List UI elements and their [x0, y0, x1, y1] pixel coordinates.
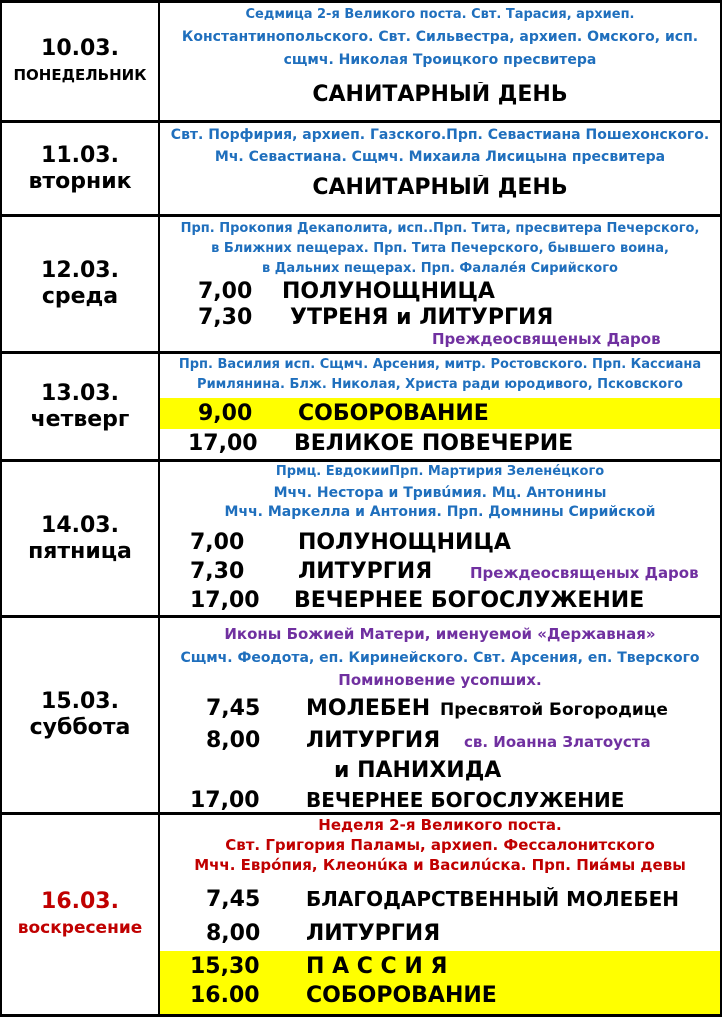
service-row: [206, 728, 720, 753]
day-row: [0, 120, 722, 217]
service-row: [190, 788, 720, 813]
service-title: ПОЛУНОЩНИЦА: [282, 279, 495, 304]
saints-line: Мч. Севастиана. Сщмч. Михаила Лисицына пресвитера: [214, 149, 666, 165]
day-weekday: четверг: [30, 406, 130, 432]
saints-line: Поминовение усопших.: [338, 671, 542, 689]
service-time: 7,45: [206, 887, 261, 912]
date-cell: [2, 217, 160, 351]
service-row: [190, 951, 720, 983]
saints-line: Прп. Прокопия Декаполита, исп..Прп. Тита, пресвитера Печерского,: [180, 221, 700, 236]
service-title: СОБОРОВАНИЕ: [298, 401, 489, 426]
saints-line: Неделя 2-я Великого поста.: [318, 816, 562, 834]
day-row: [0, 615, 722, 815]
service-row: [190, 559, 720, 584]
service-title: ЛИТУРГИЯ: [306, 921, 441, 946]
day-weekday: вторник: [28, 168, 132, 194]
day-date: 13.03.: [41, 380, 119, 406]
saints-line: сщмч. Николая Троицкого пресвитера: [283, 52, 597, 68]
service-title: ВЕЛИКОЕ ПОВЕЧЕРИЕ: [294, 431, 574, 456]
saints-line: в Ближних пещерах. Прп. Тита Печерского, бывшего воина,: [211, 241, 669, 256]
service-row: [198, 305, 720, 330]
service-row: [190, 983, 720, 1013]
day-content: [160, 462, 720, 615]
service-title: ПОЛУНОЩНИЦА: [298, 530, 511, 555]
saints-line: Мчч. Еврóпия, Клеонúка и Василúска. Прп. Пиáмы девы: [194, 856, 686, 874]
saints-line: Константинопольского. Свт. Сильвестра, архиеп. Омского, исп.: [181, 29, 699, 45]
day-row: [0, 351, 722, 462]
day-weekday: пятница: [28, 538, 132, 564]
date-cell: [2, 618, 160, 812]
day-row: [0, 0, 722, 123]
service-time: 7,30: [198, 305, 253, 330]
day-weekday: суббота: [29, 715, 131, 740]
service-title: ЛИТУРГИЯ: [306, 728, 441, 753]
day-content: [160, 3, 720, 120]
day-content: [160, 354, 720, 459]
saints-line: Прмц. ЕвдокииПрп. Мартирия Зеленéцкого: [275, 464, 605, 479]
service-time: 16.00: [190, 983, 260, 1008]
service-row: [206, 887, 720, 912]
service-row: [198, 279, 720, 304]
day-weekday: ПОНЕДЕЛЬНИК: [13, 65, 147, 84]
service-row: [334, 758, 720, 783]
day-date: 11.03.: [41, 142, 119, 168]
day-content: [160, 618, 720, 812]
saints-line: Иконы Божией Матери, именуемой «Державная»: [224, 625, 656, 643]
saints-line: Мчч. Маркелла и Антония. Прп. Домнины Сирийской: [224, 504, 656, 520]
service-title: П А С С И Я: [306, 954, 448, 979]
day-content: [160, 123, 720, 214]
service-note: Преждеосвященых Даров: [470, 564, 699, 582]
service-title: ЛИТУРГИЯ: [298, 559, 433, 584]
day-row: [0, 812, 722, 1017]
date-cell: [2, 123, 160, 214]
day-row: [0, 214, 722, 354]
date-cell: [2, 815, 160, 1014]
service-time: 17,00: [190, 788, 260, 813]
service-time: 17,00: [190, 588, 260, 613]
day-date: 15.03.: [41, 689, 119, 714]
saints-line: Мчч. Нестора и Тривúмия. Мц. Антонины: [273, 485, 607, 501]
service-row: [190, 588, 720, 613]
saints-line: Седмица 2-я Великого поста. Свт. Тарасия, архиеп.: [245, 7, 635, 22]
service-row-highlighted: [160, 398, 720, 429]
service-title: ВЕЧЕРНЕЕ БОГОСЛУЖЕНИЕ: [306, 788, 625, 812]
service-row: [206, 696, 720, 721]
service-time: 8,00: [206, 921, 261, 946]
saints-line: Римлянина. Блж. Николая, Христа ради юродивого, Псковского: [197, 377, 683, 392]
day-date: 16.03.: [41, 888, 119, 914]
saints-line: Свт. Порфирия, архиеп. Газского.Прп. Севастиана Пошехонского.: [170, 127, 710, 143]
service-block-highlighted: [160, 951, 720, 1014]
day-date: 12.03.: [41, 258, 119, 283]
service-row: [188, 431, 720, 456]
service-title: СОБОРОВАНИЕ: [306, 983, 497, 1008]
service-note: Пресвятой Богородице: [440, 700, 668, 720]
day-content: [160, 815, 720, 1014]
saints-line: Сщмч. Феодота, еп. Киринейского. Свт. Арсения, еп. Тверского: [180, 650, 700, 666]
date-cell: [2, 354, 160, 459]
service-time: 9,00: [198, 401, 253, 426]
day-weekday: среда: [41, 284, 119, 309]
service-time: 7,00: [198, 279, 253, 304]
service-title: САНИТАРНЫЙ ДЕНЬ: [312, 175, 568, 200]
service-title: САНИТАРНЫЙ ДЕНЬ: [312, 82, 568, 107]
service-note: св. Иоанна Златоуста: [464, 733, 651, 751]
day-content: [160, 217, 720, 351]
service-time: 7,30: [190, 559, 245, 584]
saints-line: в Дальних пещерах. Прп. Фалалéя Сирийского: [262, 261, 618, 276]
service-time: 7,45: [206, 696, 261, 721]
day-row: [0, 459, 722, 618]
service-time: 7,00: [190, 530, 245, 555]
service-title: и ПАНИХИДА: [334, 758, 502, 783]
service-note: Преждеосвященых Даров: [432, 330, 661, 348]
date-cell: [2, 462, 160, 615]
day-date: 14.03.: [41, 512, 119, 538]
day-weekday: воскресение: [17, 917, 143, 938]
service-time: 8,00: [206, 728, 261, 753]
service-title: МОЛЕБЕН: [306, 696, 431, 721]
date-cell: [2, 3, 160, 120]
service-row: [206, 921, 720, 946]
saints-line: Свт. Григория Паламы, архиеп. Фессалонитского: [225, 836, 655, 854]
day-date: 10.03.: [41, 35, 119, 61]
service-row: [190, 530, 720, 555]
service-time: 15,30: [190, 954, 260, 979]
service-title: БЛАГОДАРСТВЕННЫЙ МОЛЕБЕН: [306, 887, 679, 911]
service-title: ВЕЧЕРНЕЕ БОГОСЛУЖЕНИЕ: [294, 588, 645, 613]
service-time: 17,00: [188, 431, 258, 456]
service-title: УТРЕНЯ и ЛИТУРГИЯ: [290, 305, 554, 330]
saints-line: Прп. Василия исп. Сщмч. Арсения, митр. Ростовского. Прп. Кассиана: [178, 357, 702, 372]
